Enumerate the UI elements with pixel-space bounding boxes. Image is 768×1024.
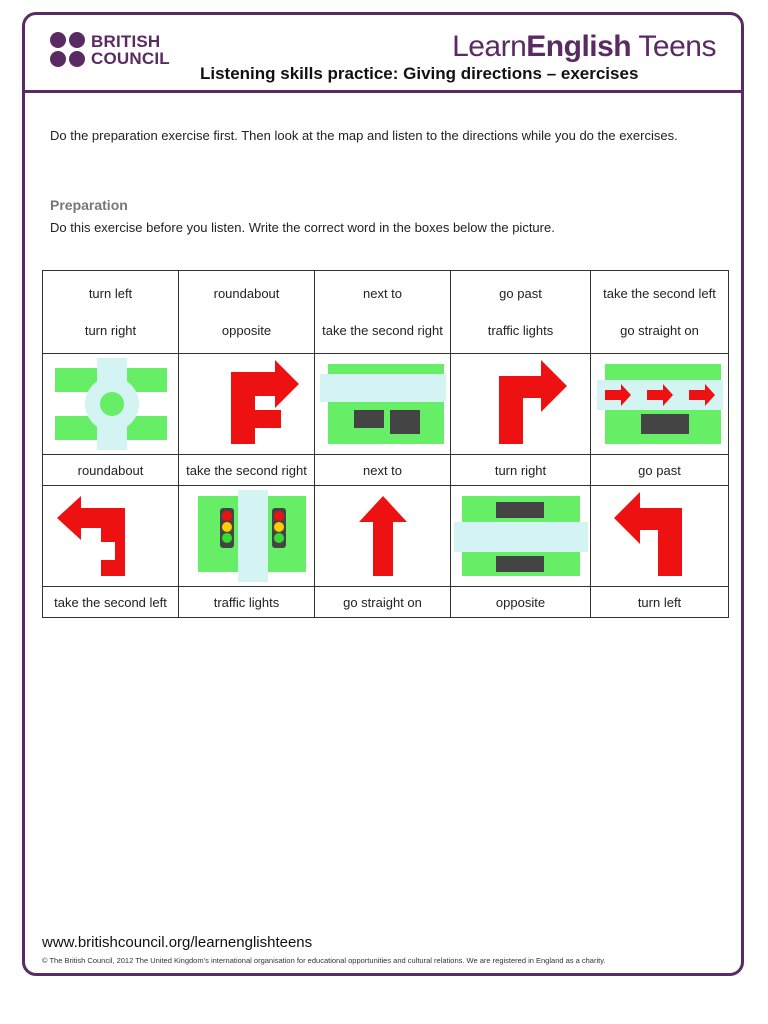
word-box-item: traffic lights: [487, 323, 554, 338]
picture-row-2: [43, 486, 729, 587]
picture-label: go past: [591, 455, 729, 486]
intro-text: Do the preparation exercise first. Then look at the map and listen to the directions while you do the exercises.: [50, 128, 678, 143]
picture-label: traffic lights: [179, 587, 315, 618]
word-box-item: turn right: [84, 323, 137, 338]
learnenglish-teens-logo: [452, 30, 716, 64]
word-box-item: opposite: [221, 323, 272, 338]
roundabout-icon: [51, 358, 171, 450]
second-right-arrow-icon: [187, 358, 307, 450]
picture-label: take the second left: [43, 587, 179, 618]
british-council-dots-icon: [50, 32, 85, 67]
picture-row-1: [43, 354, 729, 455]
next-to-icon: [320, 358, 446, 450]
picture-label: turn right: [451, 455, 591, 486]
footer-website-link[interactable]: www.britishcouncil.org/learnenglishteens: [42, 934, 313, 951]
picture-label: opposite: [451, 587, 591, 618]
picture-label: turn left: [591, 587, 729, 618]
british-council-logo: [50, 32, 170, 67]
brand-line-2: COUNCIL: [91, 48, 170, 68]
word-box-item: take the second left: [603, 286, 716, 301]
header-divider: [22, 90, 744, 93]
brand-line-1: BRITISH: [91, 31, 161, 51]
logo-learn: Learn: [452, 30, 527, 63]
go-past-icon: [597, 358, 723, 450]
picture-label: roundabout: [43, 455, 179, 486]
label-row-1: [43, 455, 729, 486]
opposite-icon: [454, 490, 588, 582]
word-box-item: go past: [499, 286, 542, 301]
word-box-item: take the second right: [322, 323, 443, 338]
preparation-heading: Preparation: [50, 197, 128, 213]
turn-right-arrow-icon: [461, 358, 581, 450]
word-box-item: turn left: [88, 286, 133, 301]
second-left-arrow-icon: [51, 490, 171, 582]
footer-copyright: © The British Council, 2012 The United Kingdom’s international organisation for educational opportunities and cultural relations. We are registered in England as a charity.: [42, 956, 606, 965]
exercise-table: [42, 270, 729, 618]
logo-english: English: [526, 30, 632, 63]
traffic-lights-icon: [184, 490, 310, 582]
word-box-item: go straight on: [620, 323, 699, 338]
word-box-row: [43, 271, 729, 354]
word-box-item: roundabout: [213, 286, 280, 301]
straight-on-arrow-icon: [323, 490, 443, 582]
picture-label: next to: [315, 455, 451, 486]
word-box-item: next to: [362, 286, 403, 301]
preparation-instruction: Do this exercise before you listen. Write the correct word in the boxes below the picture.: [50, 220, 555, 235]
logo-teens: Teens: [631, 30, 716, 63]
document-title: Listening skills practice: Giving directions – exercises: [200, 64, 639, 83]
picture-label: go straight on: [315, 587, 451, 618]
turn-left-arrow-icon: [600, 490, 720, 582]
picture-label: take the second right: [179, 455, 315, 486]
label-row-2: [43, 587, 729, 618]
